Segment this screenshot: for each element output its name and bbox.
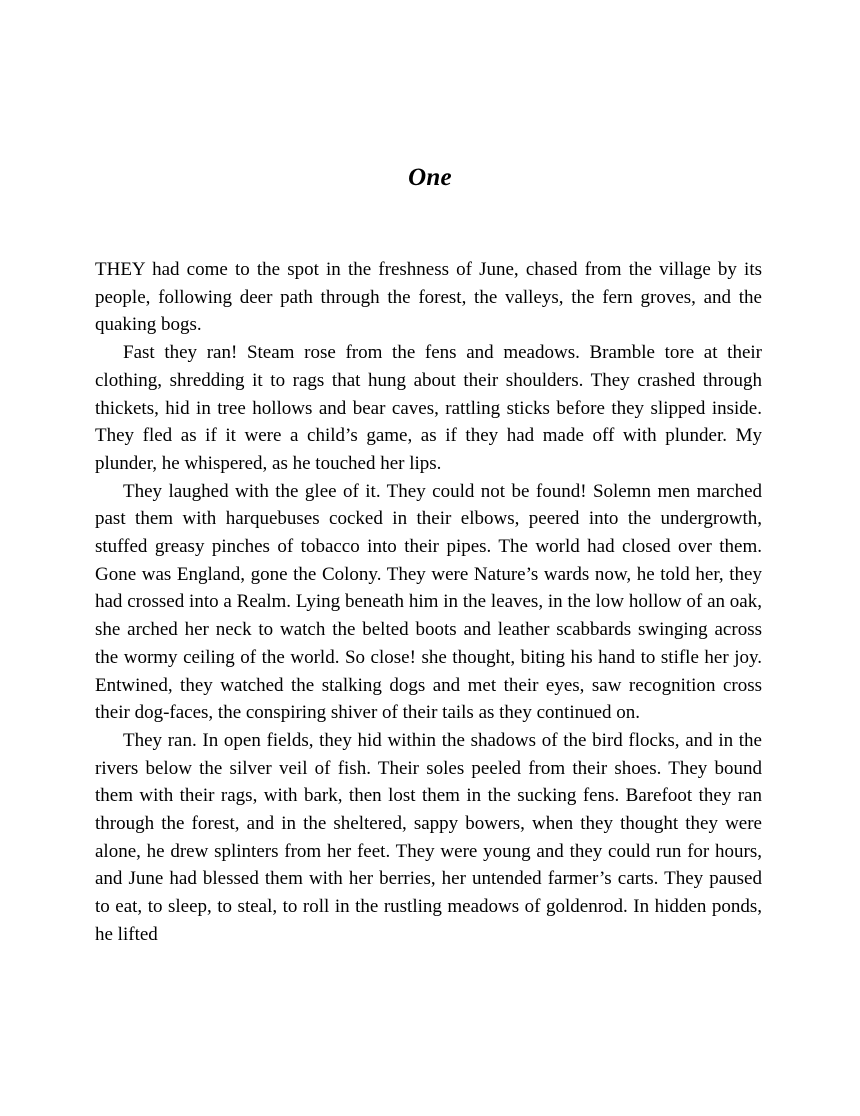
body-paragraph: THEY had come to the spot in the freshness of June, chased from the village by its people, following deer path through the forest, the valleys, the fern groves, and the quaking bogs.	[95, 259, 762, 336]
body-paragraph: Fast they ran! Steam rose from the fens and meadows. Bramble tore at their clothing, shredding it to rags that hung about their shoulders. They crashed through thickets, hid in tree hollows and bear caves, rattling sticks before they slipped inside. They fled as if it were a child’s game, as if they had made off with plunder. My plunder, he whispered, as he touched her lips.	[95, 342, 762, 474]
body-paragraph: They laughed with the glee of it. They could not be found! Solemn men marched past them with harquebuses cocked in their elbows, peered into the undergrowth, stuffed greasy pinches of tobacco into their pipes. The world had closed over them. Gone was England, gone the Colony. They were Nature’s wards now, he told her, they had crossed into a Realm. Lying beneath him in the leaves, in the low hollow of an oak, she arched her neck to watch the belted boots and leather scabbards swinging across the wormy ceiling of the world. So close! she thought, biting his hand to stifle her joy. Entwined, they watched the stalking dogs and met their eyes, saw recognition cross their dog-faces, the conspiring shiver of their tails as they continued on.	[95, 480, 762, 724]
body-text-block	[95, 256, 762, 949]
body-paragraph: They ran. In open fields, they hid within the shadows of the bird flocks, and in the rivers below the silver veil of fish. Their soles peeled from their shoes. They bound them with their rags, with bark, then lost them in the sucking fens. Barefoot they ran through the forest, and in the sheltered, sappy bowers, when they thought they were alone, he drew splinters from her feet. They were young and they could run for hours, and June had blessed them with her berries, her untended farmer’s carts. They paused to eat, to sleep, to steal, to roll in the rustling meadows of goldenrod. In hidden ponds, he lifted	[95, 729, 762, 945]
chapter-heading: One	[408, 164, 452, 191]
